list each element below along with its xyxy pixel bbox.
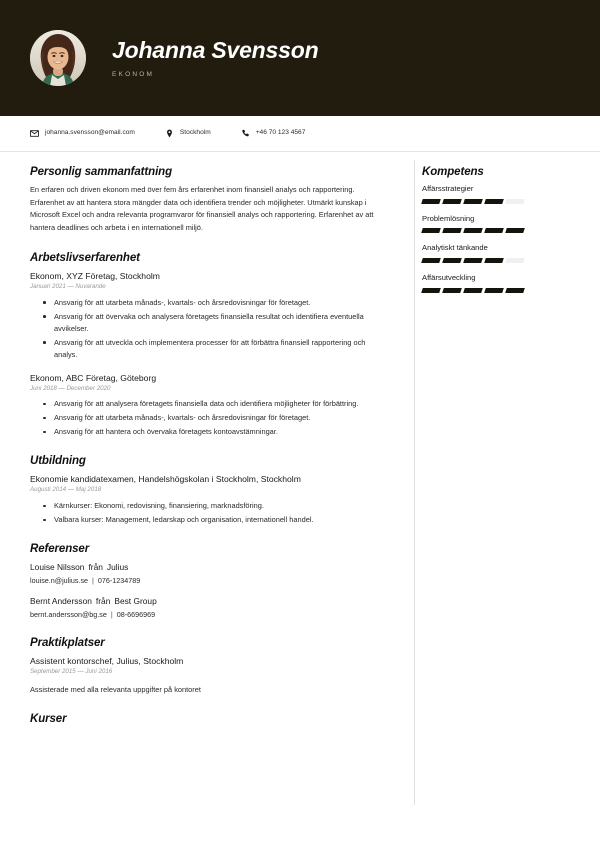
reference-separator: | xyxy=(110,609,113,619)
skill-segment-filled xyxy=(421,228,441,233)
phone-icon xyxy=(241,129,250,138)
profile-photo-icon xyxy=(30,30,86,86)
skill-segment-empty xyxy=(505,258,525,263)
skill-label: Analytiskt tänkande xyxy=(422,243,488,253)
reference-company: Best Group xyxy=(114,596,157,607)
contact-location-text: Stockholm xyxy=(179,129,211,137)
skill-segment-filled xyxy=(442,228,462,233)
reference-name-line xyxy=(30,595,386,608)
skill-segment-filled xyxy=(442,258,462,263)
internship-date: September 2015 — Juni 2016 xyxy=(30,668,113,676)
skill-segment-filled xyxy=(442,199,462,204)
section-title-education: Utbildning xyxy=(30,455,86,468)
list-item: Ansvarig för att utarbeta månads-, kvartals- och årsredovisningar för företaget. xyxy=(52,297,386,309)
section-title-experience: Arbetslivserfarenhet xyxy=(30,251,140,264)
skill-segment-filled xyxy=(484,228,504,233)
skill-segment-filled xyxy=(463,258,483,263)
skill-segment-filled xyxy=(505,288,525,293)
experience-entry xyxy=(30,372,386,439)
internship-role: Assistent kontorschef, Julius, Stockholm xyxy=(30,656,184,667)
reference-contact-line xyxy=(30,609,386,621)
resume-header xyxy=(0,0,600,116)
reference-person: Louise Nilsson xyxy=(30,561,85,572)
reference-via: från xyxy=(88,561,103,572)
location-pin-icon xyxy=(165,129,174,138)
skill-rating xyxy=(422,258,560,263)
skill-label: Affärsutveckling xyxy=(422,272,476,282)
section-title-summary: Personlig sammanfattning xyxy=(30,166,173,178)
skill-segment-filled xyxy=(421,199,441,204)
education-entry xyxy=(30,473,386,526)
skill-item xyxy=(422,214,560,234)
experience-date: Juni 2018 — December 2020 xyxy=(30,384,111,392)
email-icon xyxy=(30,129,39,138)
education-bullets xyxy=(30,500,386,526)
skill-segment-empty xyxy=(505,199,525,204)
contact-bar xyxy=(0,116,600,152)
candidate-job-title: EKONOM xyxy=(112,70,155,78)
summary-text: En erfaren och driven ekonom med över fem års erfarenhet inom finansiell analys och rapportering. Erfarenhet av att hantera stora mängder data och identifiera trender och möjligheter. Utmärkt kunskap i Microsoft Excel och andra relevanta programvaror för finansiell analys och rapportering. Erfarenhet av att hantera deadlines och arbeta i en internationell miljö. xyxy=(30,185,374,233)
reference-email[interactable]: louise.n@julius.se xyxy=(30,575,89,585)
column-divider xyxy=(414,160,415,805)
skill-item xyxy=(422,184,560,204)
skill-label: Affärsstrategier xyxy=(422,184,474,193)
avatar xyxy=(30,30,86,86)
reference-name-line xyxy=(30,561,386,574)
skill-segment-filled xyxy=(442,288,462,293)
skill-item xyxy=(422,273,560,293)
sidebar-column xyxy=(400,152,560,731)
experience-bullets xyxy=(30,398,386,438)
section-title-skills: Kompetens xyxy=(422,166,484,178)
internship-note: Assisterade med alla relevanta uppgifter på kontoret xyxy=(30,684,201,694)
list-item: Ansvarig för att hantera och övervaka företagets kontoavstämningar. xyxy=(52,426,386,438)
reference-contact-line xyxy=(30,575,386,587)
candidate-name: Johanna Svensson xyxy=(112,37,319,64)
reference-email[interactable]: bernt.andersson@bg.se xyxy=(30,609,107,619)
reference-person: Bernt Andersson xyxy=(30,596,92,607)
skill-label: Problemlösning xyxy=(422,213,475,223)
reference-via: från xyxy=(95,596,111,607)
skill-segment-filled xyxy=(484,288,504,293)
list-item: Valbara kurser: Management, ledarskap och organisation, internationell handel. xyxy=(52,514,386,526)
skill-rating xyxy=(422,199,560,204)
experience-entry xyxy=(30,270,386,361)
list-item: Kärnkurser: Ekonomi, redovisning, finansiering, marknadsföring. xyxy=(52,500,386,512)
reference-phone[interactable]: 076-1234789 xyxy=(97,575,141,585)
section-title-internships: Praktikplatser xyxy=(30,637,105,650)
list-item: Ansvarig för att analysera företagets finansiella data och identifiera möjligheter för förbättring. xyxy=(52,398,386,410)
skill-segment-filled xyxy=(421,288,441,293)
resume-body xyxy=(0,152,600,731)
contact-email[interactable] xyxy=(30,129,135,138)
education-degree: Ekonomie kandidatexamen, Handelshögskolan i Stockholm, Stockholm xyxy=(30,474,301,485)
skill-segment-filled xyxy=(463,199,483,204)
reference-company: Julius xyxy=(106,561,129,572)
experience-date: Januari 2021 — Nuvarande xyxy=(30,282,106,290)
skill-segment-filled xyxy=(484,258,504,263)
skill-segment-filled xyxy=(484,199,504,204)
contact-location[interactable] xyxy=(165,129,211,138)
experience-role: Ekonom, XYZ Företag, Stockholm xyxy=(30,270,160,281)
reference-entry xyxy=(30,595,386,620)
education-date: Augusti 2014 — Maj 2018 xyxy=(30,486,102,494)
list-item: Ansvarig för att utarbeta månads-, kvartals- och årsredovisningar för företaget. xyxy=(52,412,386,424)
reference-entry xyxy=(30,561,386,586)
reference-phone[interactable]: 08-6696969 xyxy=(116,609,156,619)
section-title-courses: Kurser xyxy=(30,712,67,725)
contact-phone[interactable] xyxy=(241,129,306,138)
section-title-references: Referenser xyxy=(30,542,90,555)
experience-role: Ekonom, ABC Företag, Göteborg xyxy=(30,372,157,383)
name-block xyxy=(112,38,318,77)
list-item: Ansvarig för att övervaka och analysera företagets finansiella resultat och identifiera eventuella avvikelser. xyxy=(52,311,386,335)
skill-segment-filled xyxy=(421,258,441,263)
internship-entry xyxy=(30,655,386,696)
skill-segment-filled xyxy=(505,228,525,233)
list-item: Ansvarig för att utveckla och implementera processer för att förbättra finansiell rapportering och analys. xyxy=(52,337,386,361)
skill-item xyxy=(422,243,560,263)
main-column xyxy=(30,152,400,731)
contact-email-text: johanna.svensson@email.com xyxy=(45,129,135,137)
skill-segment-filled xyxy=(463,288,483,293)
skill-rating xyxy=(422,288,560,293)
reference-separator: | xyxy=(92,575,94,585)
skill-rating xyxy=(422,228,560,233)
experience-bullets xyxy=(30,297,386,361)
skill-segment-filled xyxy=(463,228,483,233)
contact-phone-text: +46 70 123 4567 xyxy=(255,129,306,137)
